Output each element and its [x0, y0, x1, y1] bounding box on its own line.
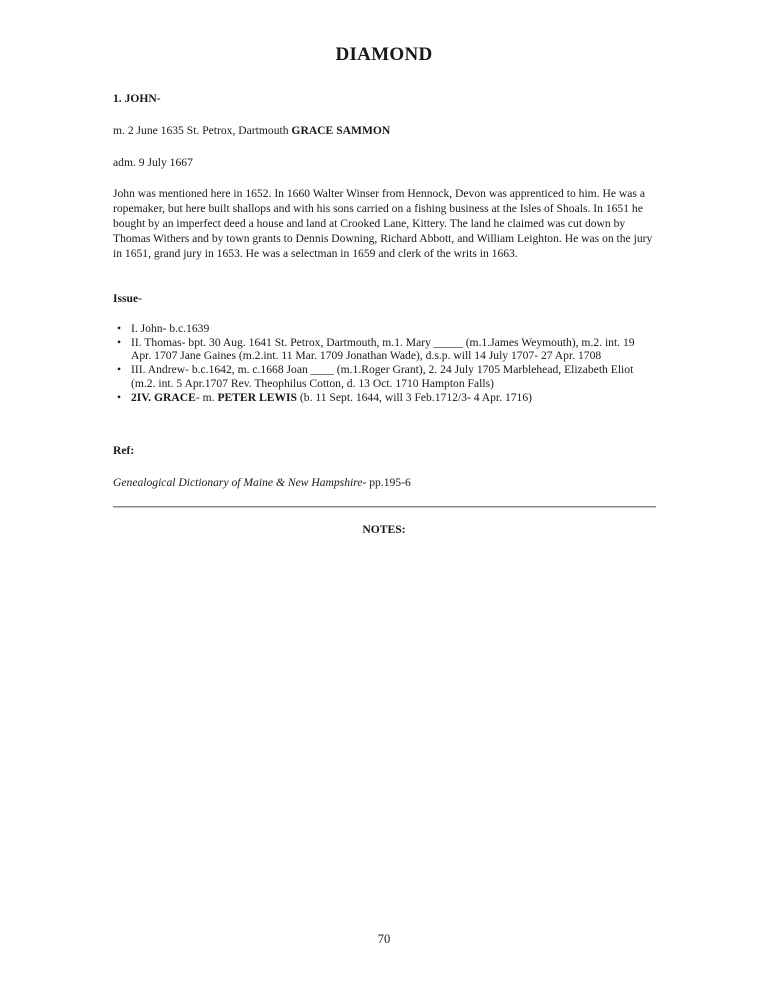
issue-heading: Issue-: [113, 292, 142, 305]
issue-item: [113, 322, 656, 336]
reference-source: Genealogical Dictionary of Maine & New Hampshire: [113, 476, 363, 489]
marriage-line: [113, 123, 656, 138]
page-title: DIAMOND: [335, 44, 433, 65]
reference-line: [113, 475, 656, 490]
administration-line: adm. 9 July 1667: [113, 156, 193, 169]
issue-item: [113, 363, 656, 390]
reference-heading: Ref:: [113, 444, 135, 457]
person-heading: 1. JOHN-: [113, 92, 161, 105]
bullet-icon: •: [117, 335, 122, 349]
issue-text: III. Andrew- b.c.1642, m. c.1668 Joan ____ (m.1.Roger Grant), 2. 24 July 1705 Marblehead, Elizabeth Eliot (m.2. int. 5 Apr.1707 Rev. Theophilus Cotton, d. 13 Oct. 1710 Hampton Falls): [131, 363, 634, 390]
issue-text: II. Thomas- bpt. 30 Aug. 1641 St. Petrox, Dartmouth, m.1. Mary _____ (m.1.James Weymouth), m.2. int. 19 Apr. 1707 Jane Gaines (m.2.int. 11 Mar. 1709 Jonathan Wade), d.s.p. will 14 July 1707- 27 Apr. 1708: [131, 335, 635, 363]
issue-item: [113, 336, 656, 363]
page-number: 70: [377, 932, 391, 946]
bullet-icon: •: [117, 363, 122, 377]
biography-paragraph: John was mentioned here in 1652. In 1660 Walter Winser from Hennock, Devon was apprenticed to him. He was a ropemaker, but here built shallops and with his sons carried on a fishing business at the Isles of Shoals. In 1651 he bought by an imperfect deed a house and land at Crooked Lane, Kittery. The land he claimed was cut down by Thomas Withers and by town grants to Dennis Downing, Richard Abbott, and William Leighton. He was on the jury in 1651, grand jury in 1653. He was a selectman in 1659 and clerk of the writs in 1663.: [113, 187, 653, 260]
issue-list: [113, 322, 656, 404]
marriage-text: m. 2 June 1635 St. Petrox, Dartmouth: [113, 124, 292, 137]
issue-spouse-name: PETER LEWIS: [217, 390, 298, 404]
issue-item-grace: [113, 391, 656, 405]
spouse-name: GRACE SAMMON: [291, 124, 391, 137]
issue-text: I. John- b.c.1639: [131, 322, 210, 335]
issue-details: (b. 11 Sept. 1644, will 3 Feb.1712/3- 4 Apr. 1716): [297, 390, 532, 404]
reference-pages: - pp.195-6: [362, 476, 411, 489]
bullet-icon: •: [117, 390, 122, 404]
bullet-icon: •: [117, 322, 122, 335]
notes-heading: NOTES:: [362, 523, 406, 536]
section-divider: [113, 506, 656, 508]
issue-marriage-text: - m.: [195, 390, 218, 404]
issue-name: 2IV. GRACE: [131, 390, 196, 404]
